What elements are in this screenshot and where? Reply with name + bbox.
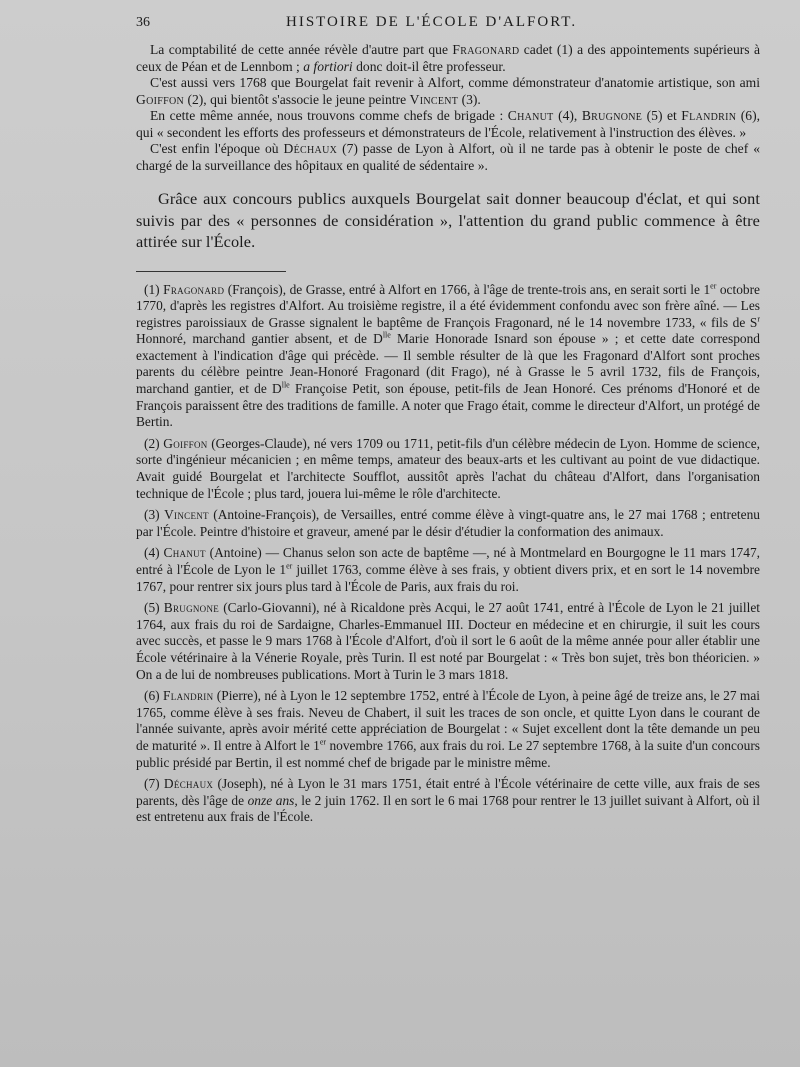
text-run: donc doit-il être professeur. xyxy=(352,58,506,74)
lead-paragraph: Grâce aux concours publics auxquels Bourgelat sait donner beaucoup d'éclat, et qui sont suivis par des « personnes de considération », l'attention du grand public commence à être attirée sur l'École. xyxy=(136,189,760,251)
text-run: (Joseph), né à Lyon le 31 mars 1751, était entré à l'École vétérinaire de cette ville, aux frais de ses parents, dès l'âge de xyxy=(136,776,760,808)
person-name: Vincent xyxy=(409,91,459,107)
text-run: (5) xyxy=(144,600,164,616)
footnote-1 xyxy=(136,282,760,431)
footnotes xyxy=(136,282,760,826)
person-name: Chanut xyxy=(163,545,206,561)
text-run: C'est aussi vers 1768 que Bourgelat fait revenir à Alfort, comme démonstrateur d'anatomie artistique, son ami xyxy=(150,75,760,90)
body-paragraph xyxy=(136,75,760,108)
superscript: er xyxy=(286,561,293,571)
text-run: (Carlo-Giovanni), né à Ricaldone près Acqui, le 27 août 1741, entré à l'École de Lyon le 21 juillet 1764, aux frais du roi de Sardaigne, Charles-Emmanuel III. Docteur en médecine et en chirurgie, il suit les cours avec succès, et passe le 9 mars 1768 à l'École d'Alfort, d'où il sort le 6 août de la même année pour aller établir une École vétérinaire à la Vénerie Royale, près Turin. Il est noté par Bourgelat : « Très bon sujet, très bon théoricien. » On a de lui de nombreuses publications. Mort à Turin le 3 mars 1818. xyxy=(136,600,760,682)
superscript: er xyxy=(319,737,327,747)
text-run: (6), qui « secondent les efforts des professeurs et démonstrateurs de l'École, relativement à l'instruction des élèves. » xyxy=(136,108,760,140)
text-run: (Antoine) — Chanus selon son acte de baptême —, né à Montmelard en Bourgogne le 11 mars 1747, entré à l'École de Lyon le 1 xyxy=(136,545,760,577)
superscript: r xyxy=(757,314,760,324)
text-run: Marie Honorade Isnard son épouse » ; et cette date correspond exactement à l'indication d'âge qui précède. — Il semble résulter de là que les Fragonard d'Alfort sont proches parents du célèbre peintre Jean-Honoré Fragonard (dit Frago), né à Grasse le 5 avril 1732, fils de François, marchand gantier, et de D xyxy=(136,331,760,397)
text-run: (1) xyxy=(144,281,164,297)
person-name: Goiffon xyxy=(136,91,185,107)
body-paragraph xyxy=(136,42,760,75)
person-name: Fragonard xyxy=(452,42,520,57)
person-name: Brugnone xyxy=(581,108,643,123)
footnote-7 xyxy=(136,776,760,826)
person-name: Déchaux xyxy=(163,776,214,792)
text-run: (4), xyxy=(553,108,582,123)
text-run: , le 2 juin 1762. Il en sort le 6 mai 1768 pour rentrer le 13 juillet suivant à Alfort, où il est entretenu aux frais de l'École. xyxy=(136,792,760,825)
text-run: (2), qui bientôt s'associe le jeune peintre xyxy=(184,91,410,107)
footnote-5 xyxy=(136,600,760,683)
page-number: 36 xyxy=(136,15,150,30)
body-text xyxy=(136,42,760,174)
text-run: C'est enfin l'époque où xyxy=(150,141,284,156)
text-run: Honnoré, marchand gantier absent, et de D xyxy=(136,331,383,347)
text-run: cadet (1) a des appointements supérieurs à ceux de Péan et de Lennbom ; xyxy=(136,42,760,74)
text-run: En cette même année, nous trouvons comme chefs de brigade : xyxy=(150,108,508,123)
superscript: lle xyxy=(281,380,290,390)
text-run: novembre 1766, aux frais du roi. Le 27 septembre 1768, à la suite d'un concours public présidé par Bertin, il est nommé chef de brigade par le ministre même. xyxy=(136,737,760,770)
text-run: (Pierre), né à Lyon le 12 septembre 1752, entré à l'École de Lyon, à peine âgé de treize ans, le 27 mai 1765, comme élève à ses frais. Neveu de Chabert, il suit les traces de son oncle, et quitte Lyon dans le courant de l'année suivante, après avoir mérité cette appréciation de Bourgelat : « Sujet excellent dont la tête demande un peu de maturité ». Il entre à Alfort le 1 xyxy=(136,688,760,753)
text-run: (5) et xyxy=(642,108,682,123)
superscript: lle xyxy=(382,330,391,340)
person-name: Flandrin xyxy=(163,688,214,704)
footnote-2 xyxy=(136,436,760,502)
footnote-separator xyxy=(136,271,286,272)
footnote-3 xyxy=(136,507,760,540)
body-paragraph xyxy=(136,141,760,174)
text-run: (7) passe de Lyon à Alfort, où il ne tarde pas à obtenir le poste de chef « chargé de la surveillance des hôpitaux en qualité de sédentaire ». xyxy=(136,141,760,173)
text-run: juillet 1763, comme élève à ses frais, y obtient divers prix, et en sort le 14 novembre 1767, pour rentrer six jours plus tard à l'École de Paris, aux frais du roi. xyxy=(136,562,760,594)
text-run: (3). xyxy=(458,91,481,107)
person-name: Brugnone xyxy=(163,600,220,616)
text-run: (Georges-Claude), né vers 1709 ou 1711, petit-fils d'un célèbre médecin de Lyon. Homme de science, sorte d'ingénieur mécanicien ; en même temps, amateur des beaux-arts et les cultivant au point de vue didactique. Avait guidé Bourgelat et l'architecte Soufflot, aussitôt après l'achat du château d'Alfort, dans l'organisation technique de l'École ; plus tard, jouera lui-même le rôle d'architecte. xyxy=(136,435,760,501)
italic-text: onze ans xyxy=(247,792,295,808)
italic-text: a fortiori xyxy=(303,58,353,74)
text-run: Françoise Petit, son épouse, petit-fils de Jean Honoré. Ces prénoms d'Honoré et de François paraissent être des traditions de famille. A noter que Frago était, comme le directeur d'Alfort, un protégé de Bertin. xyxy=(136,381,760,430)
text-run: (2) xyxy=(144,435,164,451)
text-run: (3) xyxy=(144,507,165,523)
footnote-4 xyxy=(136,545,760,595)
person-name: Vincent xyxy=(164,507,209,523)
text-run: La comptabilité de cette année révèle d'autre part que xyxy=(150,42,453,57)
superscript: er xyxy=(710,281,717,291)
person-name: Déchaux xyxy=(283,141,338,156)
running-title: HISTOIRE DE L'ÉCOLE D'ALFORT. xyxy=(286,14,578,30)
text-run: octobre 1770, d'après les registres d'Alfort. Au troisième registre, il a été évidemment confondu avec son frère aîné. — Les registres paroissiaux de Grasse signalent le baptême de François Fragonard, né le 14 novembre 1733, « fils de S xyxy=(136,281,760,330)
body-paragraph xyxy=(136,108,760,141)
person-name: Flandrin xyxy=(681,108,737,123)
text-run: (6) xyxy=(144,688,164,704)
page-header xyxy=(136,14,760,38)
person-name: Fragonard xyxy=(163,281,225,297)
text-run: (Antoine-François), de Versailles, entré comme élève à vingt-quatre ans, le 27 mai 1768 ; entretenu par l'École. Peintre d'histoire et graveur, amené par le désir d'étudier la conformation des animaux. xyxy=(136,507,760,539)
footnote-6 xyxy=(136,688,760,771)
text-run: (François), de Grasse, entré à Alfort en 1766, à l'âge de trente-trois ans, en serait sorti le 1 xyxy=(224,281,711,297)
text-run: (4) xyxy=(144,545,164,561)
person-name: Chanut xyxy=(507,108,554,123)
text-run: (7) xyxy=(144,776,164,792)
person-name: Goiffon xyxy=(163,435,208,451)
